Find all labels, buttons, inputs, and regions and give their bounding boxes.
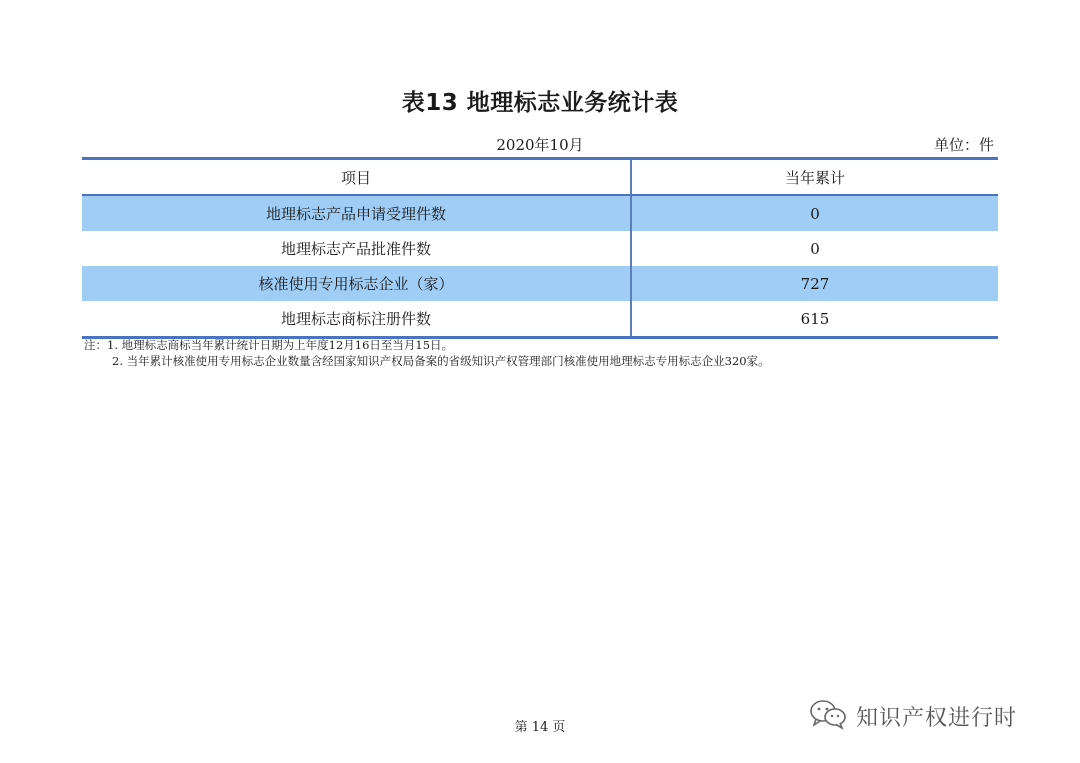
row-value: 0: [810, 204, 820, 223]
row-value: 0: [810, 239, 820, 258]
page-number: 第 14 页: [514, 720, 566, 735]
statistics-table: [82, 157, 998, 339]
header-cumulative: 当年累计: [784, 168, 845, 187]
row-item-label: 核准使用专用标志企业（家）: [82, 266, 632, 301]
row-item-label: 地理标志产品批准件数: [82, 231, 632, 266]
header-item: 项目: [82, 160, 632, 194]
table-row: [82, 301, 998, 336]
wechat-icon: [808, 697, 848, 735]
watermark: [808, 697, 1017, 735]
table-row: [82, 231, 998, 266]
unit-label: 单位：件: [933, 136, 994, 154]
watermark-text: 知识产权进行时: [856, 705, 1018, 731]
table-title: 表13 地理标志业务统计表: [401, 90, 679, 116]
table-row: [82, 266, 998, 301]
row-item-label: 地理标志产品申请受理件数: [82, 196, 632, 231]
row-value: 727: [800, 274, 830, 293]
table-row: [82, 196, 998, 231]
report-date: 2020年10月: [496, 136, 584, 154]
row-item-label: 地理标志商标注册件数: [82, 301, 632, 336]
note-1: 注：1. 地理标志商标当年累计统计日期为上年度12月16日至当月15日。: [84, 338, 454, 352]
table-header-row: [82, 160, 998, 196]
note-2: 2. 当年累计核准使用专用标志企业数量含经国家知识产权局备案的省级知识产权管理部门核准使用地理标志专用标志企业320家。: [112, 354, 770, 368]
table-notes: [84, 337, 770, 369]
row-value: 615: [800, 309, 830, 328]
